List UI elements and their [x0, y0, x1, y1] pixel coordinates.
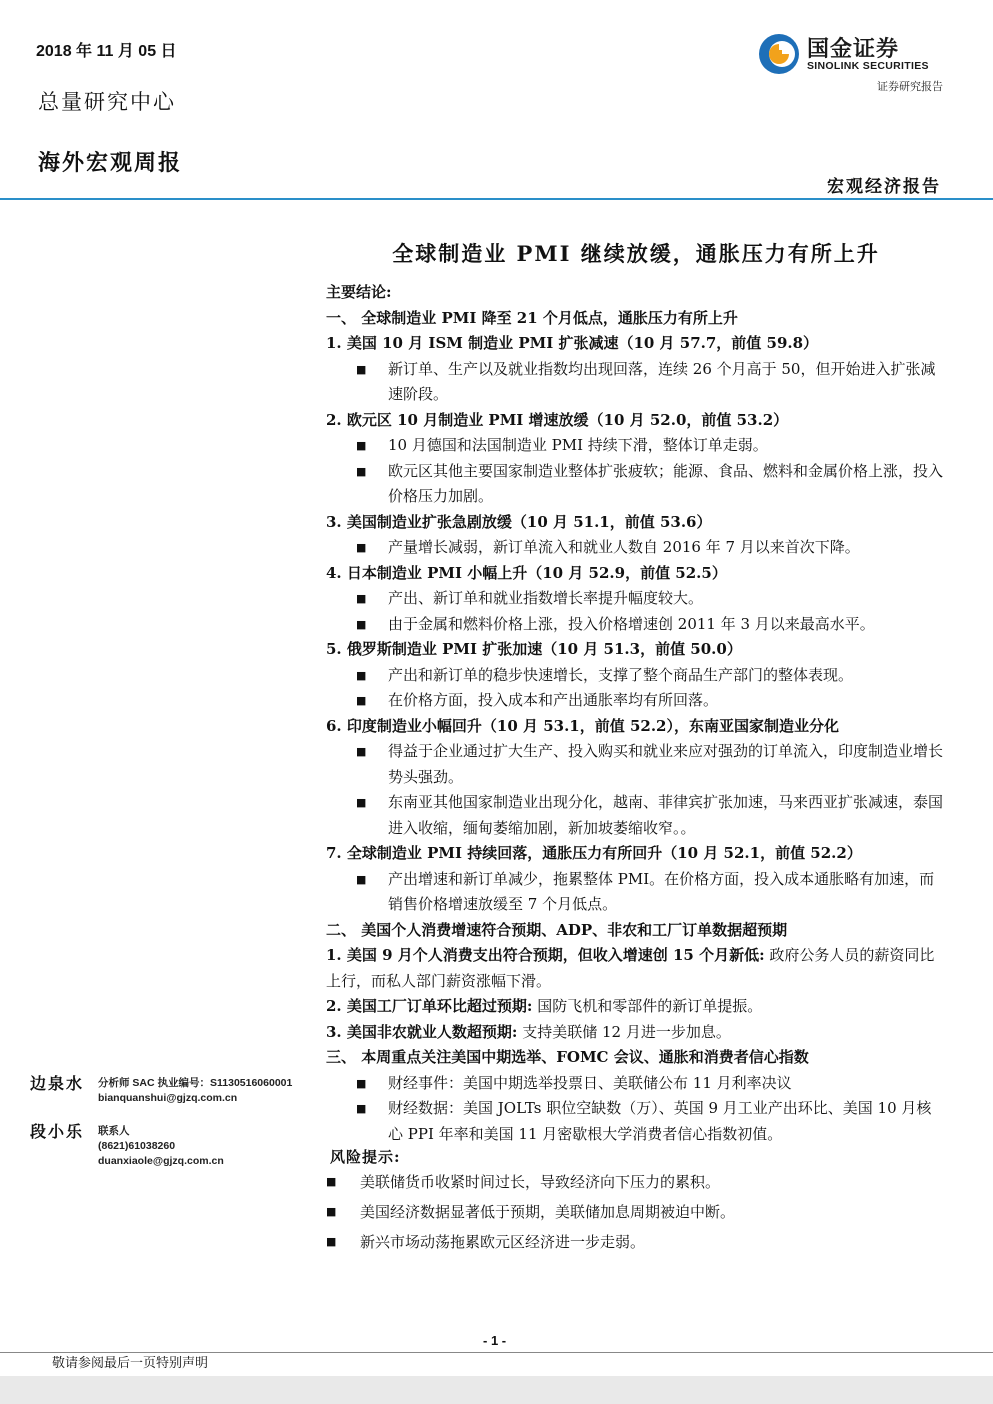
author-email[interactable]: bianquanshui@gjzq.com.cn — [98, 1092, 238, 1104]
bullet-text: 得益于企业通过扩大生产、投入购买和就业来应对强劲的订单流入，印度制造业增长势头强劲。 — [388, 742, 944, 786]
paragraph-text: 政府公务人员的薪资同比上行，而私人部门薪资涨幅下滑。 — [326, 946, 935, 990]
footer-disclaimer: 敬请参阅最后一页特别声明 — [52, 1356, 209, 1371]
bullet-item — [326, 535, 946, 561]
paragraph-text: 支持美联储 12 月进一步加息。 — [517, 1022, 731, 1041]
subsection-heading: 1. 美国 10 月 ISM 制造业 PMI 扩张减速（10 月 57.7，前值 59.8） — [326, 334, 819, 352]
footer-band — [0, 1376, 993, 1404]
bullet-square-icon: ■ — [356, 464, 367, 478]
paragraph — [326, 994, 946, 1020]
section-heading: 三、 本周重点关注美国中期选举、FOMC 会议、通胀和消费者信心指数 — [326, 1048, 809, 1066]
paragraph-lead: 3. 美国非农就业人数超预期: — [326, 1022, 518, 1041]
author-role: 联系人 — [98, 1125, 130, 1137]
bullet-item — [326, 357, 946, 408]
department-name: 总量研究中心 — [38, 90, 176, 114]
risk-text: 美国经济数据显著低于预期，美联储加息周期被迫中断。 — [360, 1203, 736, 1221]
bullet-square-icon: ■ — [326, 1205, 337, 1218]
logo-english-name: SINOLINK SECURITIES — [807, 60, 929, 72]
bullet-square-icon: ■ — [356, 1102, 367, 1115]
paragraph — [326, 943, 946, 994]
bullet-text: 财经事件：美国中期选举投票日、美联储公布 11 月利率决议 — [388, 1073, 792, 1092]
bullet-text: 财经数据：美国 JOLTs 职位空缺数（万）、英国 9 月工业产出环比、美国 10 月核心 PPI 年率和美国 11 月密歇根大学消费者信心指数初值。 — [388, 1099, 932, 1143]
report-series: 海外宏观周报 — [38, 150, 183, 176]
author-name: 边泉水 — [30, 1074, 85, 1093]
bullet-square-icon: ■ — [356, 796, 367, 809]
bullet-item — [326, 739, 946, 790]
risk-item — [326, 1230, 946, 1260]
risk-item — [326, 1170, 946, 1200]
subsection-heading: 4. 日本制造业 PMI 小幅上升（10 月 52.9，前值 52.5） — [326, 563, 727, 582]
bullet-square-icon: ■ — [356, 668, 367, 682]
bullet-text: 在价格方面，投入成本和产出通胀率均有所回落。 — [388, 691, 719, 709]
conclusion-label: 主要结论: — [326, 283, 392, 301]
bullet-square-icon: ■ — [356, 541, 367, 554]
subsection-heading: 6. 印度制造业小幅回升（10 月 53.1，前值 52.2），东南亚国家制造业分化 — [326, 716, 839, 735]
bullet-text: 新订单、生产以及就业指数均出现回落，连续 26 个月高于 50，但开始进入扩张减速阶段。 — [388, 359, 936, 403]
company-logo — [757, 30, 947, 80]
author-info — [98, 1076, 292, 1106]
bullet-text: 产出增速和新订单减少，拖累整体 PMI。在价格方面，投入成本通胀略有加速，而销售价格增速放缓至 7 个月低点。 — [388, 869, 935, 913]
bullet-item — [326, 586, 946, 612]
bullet-square-icon: ■ — [356, 362, 367, 376]
author-role: 分析师 SAC 执业编号：S1130516060001 — [98, 1077, 293, 1089]
bullet-square-icon: ■ — [356, 745, 367, 758]
bullet-square-icon: ■ — [326, 1235, 337, 1248]
paragraph-text: 国防飞机和零部件的新订单提振。 — [532, 997, 763, 1015]
subsection-heading: 2. 欧元区 10 月制造业 PMI 增速放缓（10 月 52.0，前值 53.2） — [326, 410, 789, 429]
header-divider — [0, 198, 993, 200]
bullet-square-icon: ■ — [356, 617, 367, 631]
paragraph-lead: 1. 美国 9 月个人消费支出符合预期，但收入增速创 15 个月新低: — [326, 946, 765, 964]
page-number: - 1 - — [483, 1333, 507, 1348]
section-heading: 一、 全球制造业 PMI 降至 21 个月低点，通胀压力有所上升 — [326, 308, 738, 327]
subsection-heading: 5. 俄罗斯制造业 PMI 扩张加速（10 月 51.3，前值 50.0） — [326, 640, 742, 658]
bullet-item — [326, 790, 946, 841]
bullet-item — [326, 1096, 946, 1147]
subsection-heading: 7. 全球制造业 PMI 持续回落，通胀压力有所回升（10 月 52.1，前值 52.2） — [326, 844, 862, 862]
bullet-square-icon: ■ — [326, 1175, 337, 1188]
bullet-item — [326, 663, 946, 689]
main-content — [326, 280, 946, 1147]
risk-text: 新兴市场动荡拖累欧元区经济进一步走弱。 — [360, 1233, 646, 1251]
bullet-text: 10 月德国和法国制造业 PMI 持续下滑，整体订单走弱。 — [388, 436, 768, 454]
author-info — [98, 1124, 224, 1169]
paragraph-lead: 2. 美国工厂订单环比超过预期: — [326, 997, 533, 1015]
risk-item — [326, 1200, 946, 1230]
bullet-item — [326, 459, 946, 510]
bullet-text: 东南亚其他国家制造业出现分化，越南、菲律宾扩张加速，马来西亚扩张减速，泰国进入收缩，缅甸萎缩加剧，新加坡萎缩收窄。。 — [388, 793, 944, 837]
bullet-text: 欧元区其他主要国家制造业整体扩张疲软；能源、食品、燃料和金属价格上涨，投入价格压力加剧。 — [388, 461, 944, 505]
bullet-text: 产出和新订单的稳步快速增长，支撑了整个商品生产部门的整体表现。 — [388, 665, 854, 684]
bullet-text: 产出、新订单和就业指数增长率提升幅度较大。 — [388, 589, 704, 607]
author-phone: (8621)61038260 — [98, 1140, 176, 1152]
bullet-item — [326, 433, 946, 459]
risk-list — [326, 1170, 946, 1260]
risk-heading: 风险提示: — [330, 1148, 401, 1166]
author-name: 段小乐 — [30, 1122, 85, 1141]
bullet-square-icon: ■ — [356, 694, 367, 707]
logo-chinese-name: 国金证券 — [807, 36, 900, 61]
bullet-text: 产量增长减弱，新订单流入和就业人数自 2016 年 7 月以来首次下降。 — [388, 538, 860, 556]
logo-subtitle: 证券研究报告 — [877, 80, 943, 93]
subsection-heading: 3. 美国制造业扩张急剧放缓（10 月 51.1，前值 53.6） — [326, 512, 712, 531]
bullet-item — [326, 1071, 946, 1097]
bullet-square-icon: ■ — [356, 439, 367, 452]
risk-text: 美联储货币收紧时间过长，导致经济向下压力的累积。 — [360, 1173, 721, 1191]
bullet-item — [326, 688, 946, 714]
author-email[interactable]: duanxiaole@gjzq.com.cn — [98, 1155, 224, 1167]
bullet-item — [326, 612, 946, 638]
bullet-square-icon: ■ — [356, 1076, 367, 1090]
bullet-item — [326, 867, 946, 918]
bullet-square-icon: ■ — [356, 872, 367, 886]
report-date: 2018 年 11 月 05 日 — [36, 43, 177, 60]
report-type: 宏观经济报告 — [827, 177, 941, 197]
paragraph — [326, 1020, 946, 1046]
section-heading: 二、 美国个人消费增速符合预期、ADP、非农和工厂订单数据超预期 — [326, 920, 788, 939]
page-title: 全球制造业 PMI 继续放缓，通胀压力有所上升 — [392, 241, 880, 266]
bullet-square-icon: ■ — [356, 592, 367, 605]
bullet-text: 由于金属和燃料价格上涨，投入价格增速创 2011 年 3 月以来最高水平。 — [388, 614, 875, 633]
sinolink-logo-icon — [757, 32, 801, 76]
